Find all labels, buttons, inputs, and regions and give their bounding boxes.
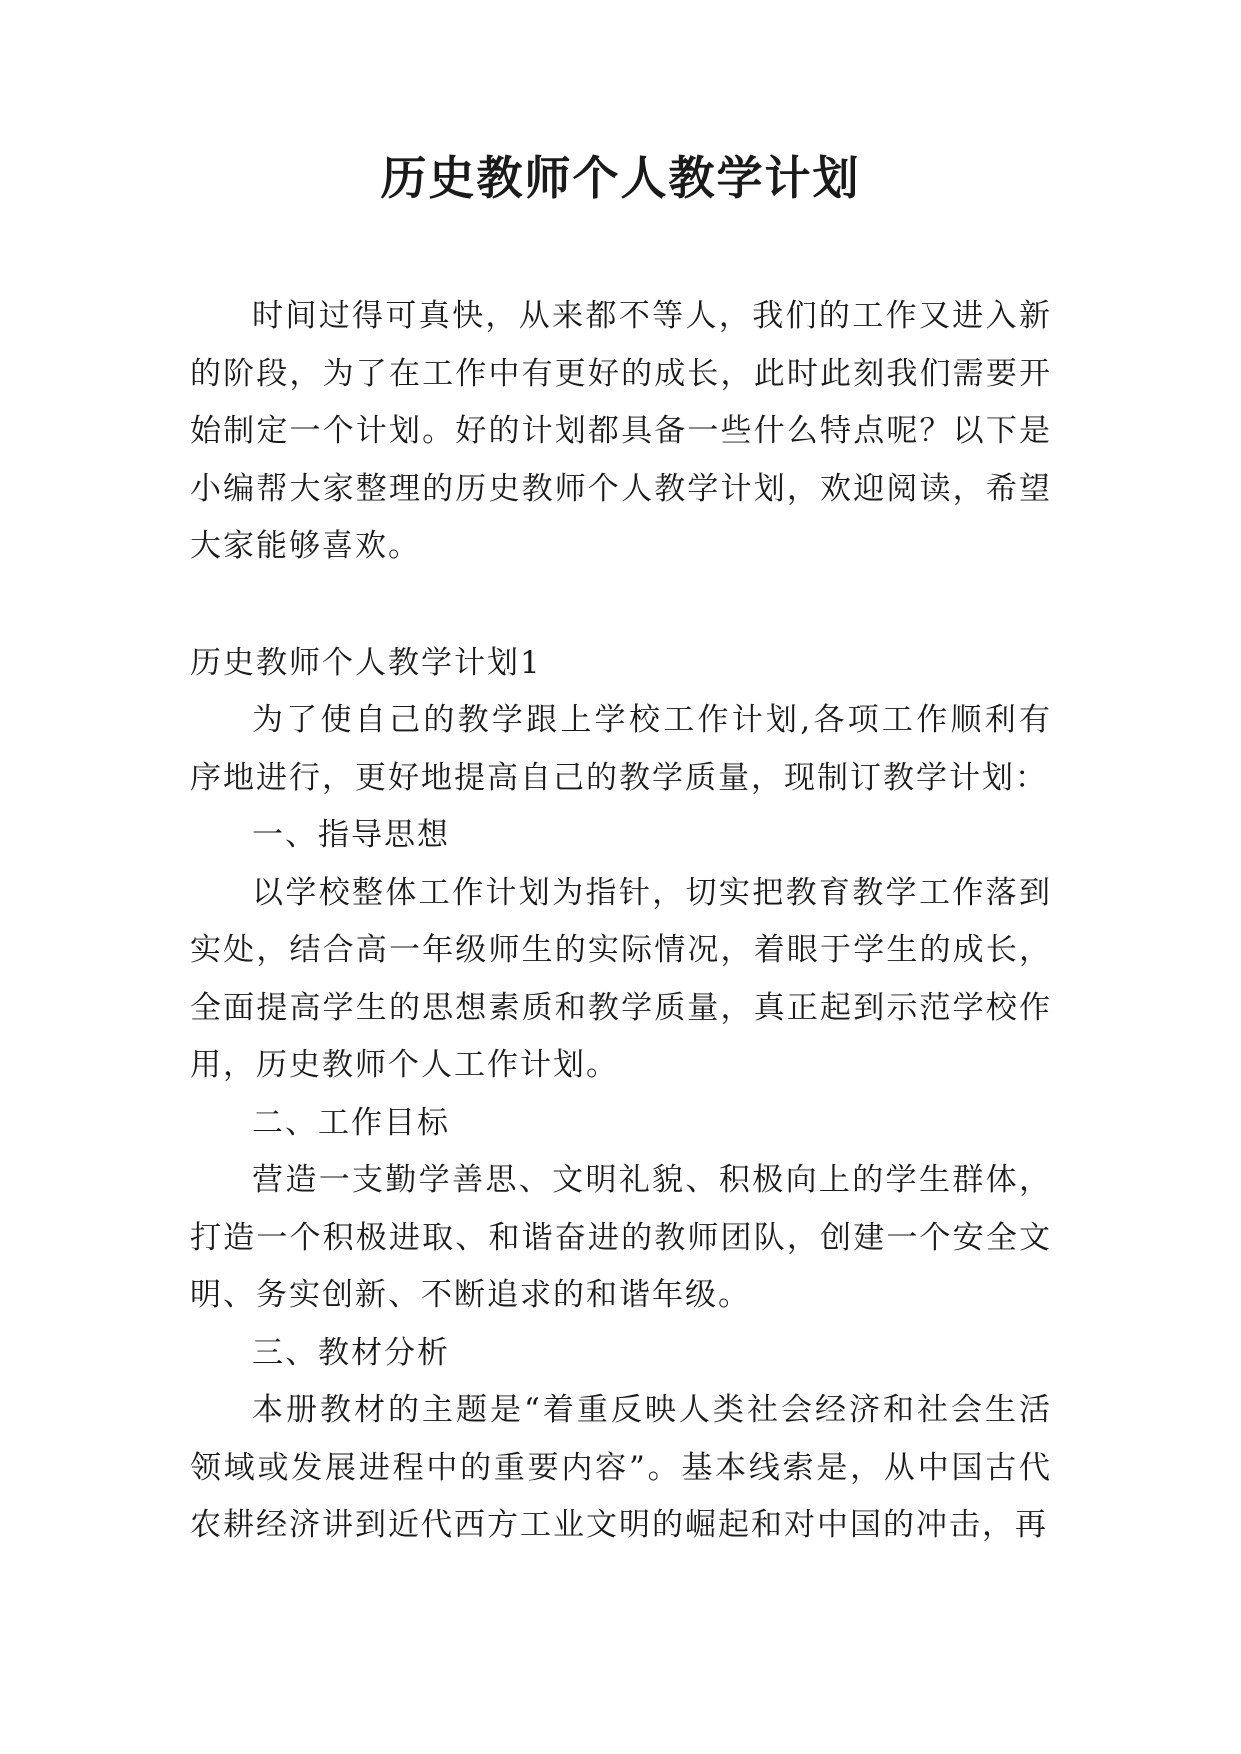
paragraph: 为了使自己的教学跟上学校工作计划,各项工作顺利有序地进行，更好地提高自己的教学质量，现制订教学计划：	[190, 702, 1052, 796]
subheading-textbook-analysis: 三、教材分析	[252, 1334, 450, 1371]
section-title: 历史教师个人教学计划1	[190, 644, 542, 681]
document-body	[190, 288, 1052, 1555]
paragraph: 以学校整体工作计划为指针，切实把教育教学工作落到实处，结合高一年级师生的实际情况，着眼于学生的成长，全面提高学生的思想素质和教学质量，真正起到示范学校作用，历史教师个人工作计划。	[190, 874, 1052, 1083]
subheading-work-goals: 二、工作目标	[252, 1104, 450, 1141]
subheading-guiding-ideology: 一、指导思想	[252, 817, 450, 853]
paragraph: 本册教材的主题是“着重反映人类社会经济和社会生活领域或发展进程中的重要内容”。基本线索是，从中国古代农耕经济讲到近代西方工业文明的崛起和对中国的冲击，再	[190, 1392, 1052, 1543]
document-title: 历史教师个人教学计划	[380, 151, 861, 205]
paragraph: 营造一支勤学善思、文明礼貌、积极向上的学生群体，打造一个积极进取、和谐奋进的教师团队，创建一个安全文明、务实创新、不断追求的和谐年级。	[190, 1162, 1052, 1313]
intro-paragraph: 时间过得可真快，从来都不等人，我们的工作又进入新的阶段，为了在工作中有更好的成长，此时此刻我们需要开始制定一个计划。好的计划都具备一些什么特点呢？以下是小编帮大家整理的历史教师个人教学计划，欢迎阅读，希望大家能够喜欢。	[190, 298, 1052, 564]
